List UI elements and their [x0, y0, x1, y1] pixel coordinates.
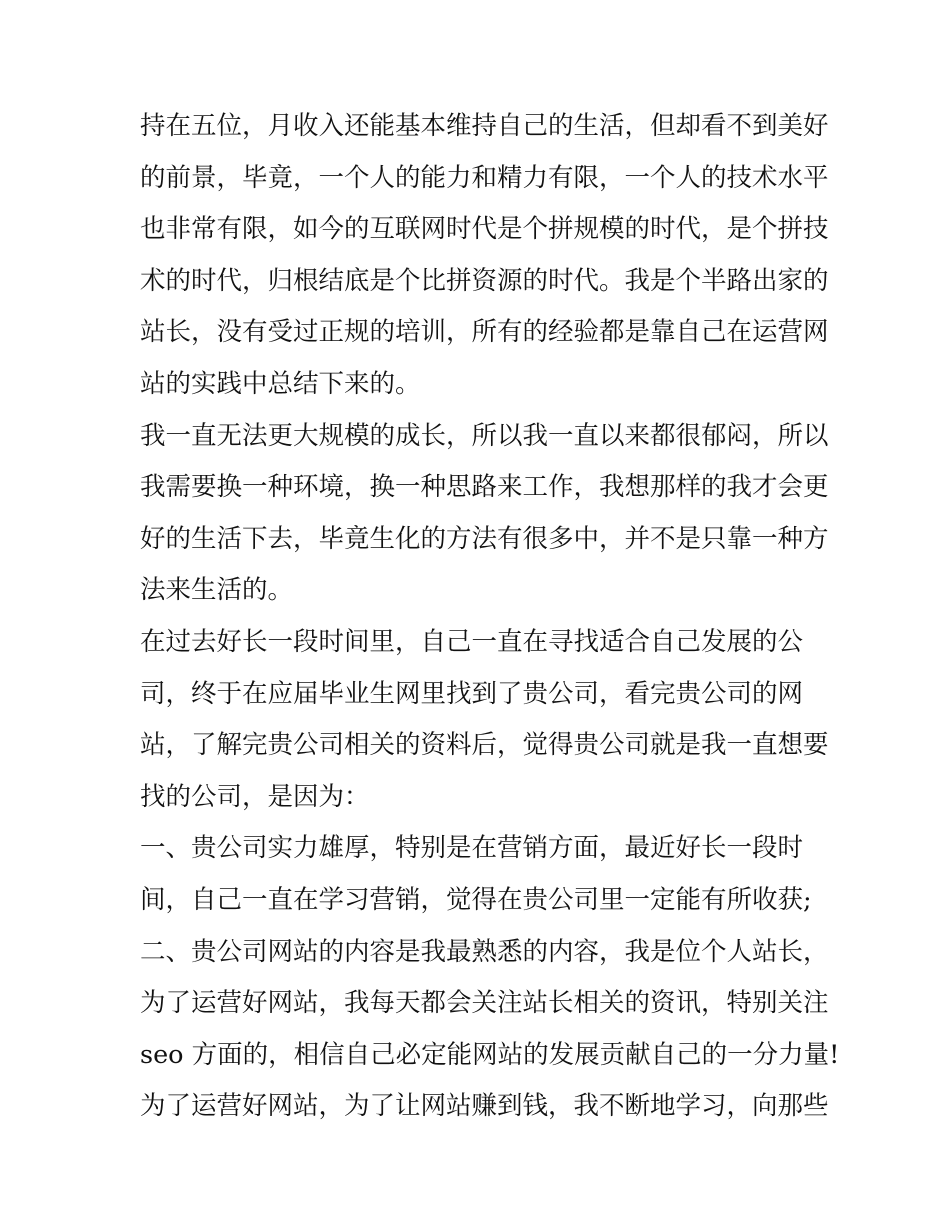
text-line: 我需要换一种环境，换一种思路来工作，我想那样的我才会更 — [140, 472, 829, 503]
text-line: 二、贵公司网站的内容是我最熟悉的内容，我是位个人站长， — [140, 936, 829, 967]
text-line: 也非常有限，如今的互联网时代是个拼规模的时代，是个拼技 — [140, 214, 829, 245]
text-line: seo 方面的，相信自己必定能网站的发展贡献自己的一分力量! — [140, 1039, 840, 1070]
text-line: 在过去好长一段时间里，自己一直在寻找适合自己发展的公 — [140, 626, 804, 657]
text-line: 为了运营好网站，我每天都会关注站长相关的资讯，特别关注 — [140, 988, 829, 1019]
text-line: 站，了解完贵公司相关的资料后，觉得贵公司就是我一直想要 — [140, 730, 829, 761]
document-body — [140, 101, 840, 1133]
text-line: 的前景，毕竟，一个人的能力和精力有限，一个人的技术水平 — [140, 162, 829, 193]
text-line: 法来生活的。 — [140, 575, 294, 606]
text-line: 我一直无法更大规模的成长，所以我一直以来都很郁闷，所以 — [140, 420, 829, 451]
text-line: 一、贵公司实力雄厚，特别是在营销方面，最近好长一段时 — [140, 833, 804, 864]
text-line: 术的时代，归根结底是个比拼资源的时代。我是个半路出家的 — [140, 265, 829, 296]
text-line: 找的公司，是因为： — [140, 781, 370, 812]
text-line: 站长，没有受过正规的培训，所有的经验都是靠自己在运营网 — [140, 317, 829, 348]
text-line: 站的实践中总结下来的。 — [140, 368, 421, 399]
text-line: 司，终于在应届毕业生网里找到了贵公司，看完贵公司的网 — [140, 678, 804, 709]
text-line: 好的生活下去，毕竟生化的方法有很多中，并不是只靠一种方 — [140, 523, 829, 554]
text-line: 间，自己一直在学习营销，觉得在贵公司里一定能有所收获; — [140, 884, 812, 915]
text-line: 持在五位，月收入还能基本维持自己的生活，但却看不到美好 — [140, 111, 829, 141]
text-line: 为了运营好网站，为了让网站赚到钱，我不断地学习，向那些 — [140, 1091, 829, 1122]
